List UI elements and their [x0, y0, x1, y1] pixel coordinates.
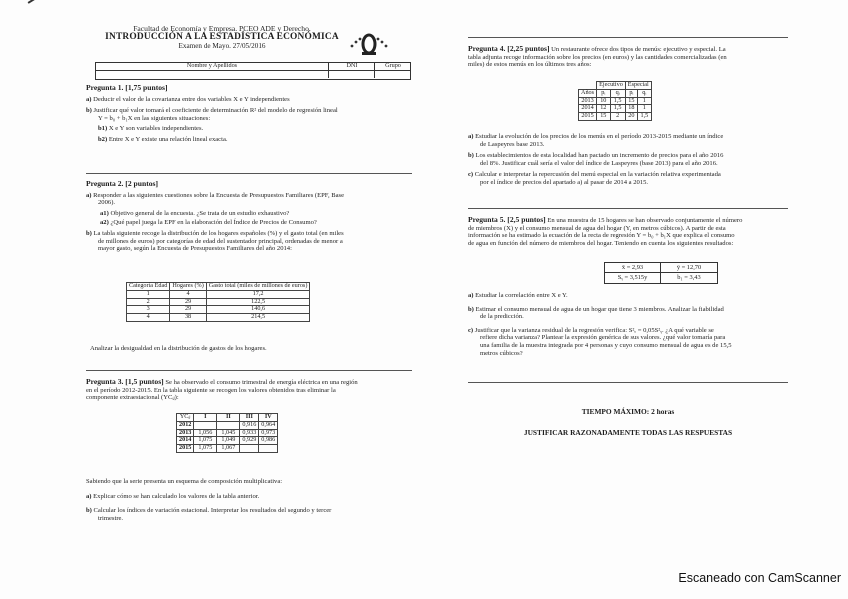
question-3: Pregunta 3. [1,5 puntos] Se ha observado el consumo trimestral de energía eléctrica en una región en el período 2012-2015. En la tabla siguiente se recogen los valores obtenidos tras eliminar la componente extraestacional (YCᵢⱼ): [86, 377, 358, 402]
camscanner-watermark: Escaneado con CamScanner [678, 571, 841, 585]
student-id-box [95, 62, 411, 80]
q4-part-a: Estudiar la evolución de los precios de los menús en el período 2013-2015 mediante un índice [475, 133, 724, 140]
pen-mark [28, 0, 42, 3]
table-row: 2013 1,056 1,045 0,933 0,973 [177, 429, 278, 437]
faculty-line: Facultad de Economía y Empresa. PCEO ADE y Derecho. [133, 24, 311, 33]
question-1: Pregunta 1. [1,75 puntos] a) Deducir el valor de la covarianza entre dos variables X e Y independientes b) Justificar qué valor tomará el coeficiente de determinación R² del modelo de regresión lineal Y = b₀ + b₁X en las siguientes situaciones: b1) X e Y son variables independientes. b2) Entre X e Y existe una relación lineal exacta. [86, 84, 412, 144]
q2-part-a1: Objetivo general de la encuesta. ¿Se trata de un estudio exhaustivo? [110, 209, 290, 217]
q3-part-b: Calcular los índices de variación estacional. Interpretar los resultados del segundo y tercer [93, 507, 332, 515]
divider [468, 37, 788, 38]
table-header-row [127, 283, 310, 291]
table-header-cell: Hogares (%) [170, 283, 206, 291]
question-2-title: Pregunta 2. [2 puntos] [86, 179, 159, 188]
q3-scheme: Sabiendo que la serie presenta un esquema de composición multiplicativa: [86, 478, 283, 485]
table-header-row: YCᵢⱼ I II III IV [177, 414, 278, 422]
sy-value: Sᵧ = 3,515y [617, 274, 648, 281]
group-label: Grupo [374, 62, 411, 78]
dni-label: DNI [328, 62, 375, 78]
justify-instruction: JUSTIFICAR RAZONADAMENTE TODAS LAS RESPUESTAS [523, 428, 733, 437]
question-3-title: Pregunta 3. [1,5 puntos] [86, 377, 164, 386]
divider [86, 370, 412, 371]
q1-part-b1: X e Y son variables independientes. [108, 125, 204, 133]
question-1-title: Pregunta 1. [1,75 puntos] [86, 83, 168, 92]
question-5-parts: a) Estudiar la correlación entre X e Y. b) Estimar el consumo mensual de agua de un hogar que tiene 3 miembros. Analizar la fiabilidad de la predicción. c) Justificar que la varianza residual de la regresión verifica: S²ₑ = 0,05S²ᵧ. ¿A qué variable se refiere dicha varianza? Plantear la expresión genérica de sus valores. ¿qué valor tomaría para una familia de la muestra integrada por 4 personas y cuyo consumo mensual de agua es de 15,5 metros cúbicos? [468, 292, 732, 357]
q3-part-a: Explicar cómo se han calculado los valores de la tabla anterior. [93, 492, 260, 500]
q4-part-c: Calcular e interpretar la repercusión del menú especial en la variación relativa experimentada [474, 171, 721, 179]
table-row: 4 38 214,5 [127, 314, 310, 322]
table-row: 2 29 122,5 [127, 298, 310, 306]
question-4: Pregunta 4. [2,25 puntos] Un restaurante ofrece dos tipos de menús: ejecutivo y especial. La tabla adjunta recoge información sobre los precios (en euros) y las cantidades comercializadas (en miles) de estos menús en los últimos tres años: [468, 44, 727, 69]
q5-part-c: Justificar que la varianza residual de la regresión verifica: S²ₑ = 0,05S²ᵧ. ¿A qué variable se [474, 326, 714, 334]
q1-part-a: Deducir el valor de la covarianza entre dos variables X e Y independientes [93, 95, 290, 103]
q5-part-b: Estimar el consumo mensual de agua de un hogar que tiene 3 miembros. Analizar la fiabilidad [475, 305, 724, 313]
x-mean: x̄ = 2,93 [621, 264, 644, 271]
table-row: 2014 12 1,5 18 1 [579, 105, 652, 113]
b1-value: b₁ = 3,43 [677, 274, 701, 281]
divider [468, 382, 788, 383]
q2-part-a2: ¿Qué papel juega la EPF en la elaboración del Índice de Precios de Consumo? [110, 219, 317, 227]
q2-part-a: Responder a las siguientes cuestiones sobre la Encuesta de Presupuestos Familiares (EPF, Base [93, 191, 345, 199]
table-row: 1 4 17,2 [127, 290, 310, 298]
table-row: 2015 1,075 1,067 [177, 445, 278, 453]
q5-part-a: Estudiar la correlación entre X e Y. [475, 292, 568, 299]
table-row: 2013 10 1,5 15 1 [579, 97, 652, 105]
university-logo-icon [346, 30, 392, 56]
menu-prices-table [578, 81, 652, 121]
q2-closing: Analizar la desigualdad en la distribución de gastos de los hogares. [90, 345, 267, 352]
table-row: 2012 0,916 0,964 [177, 421, 278, 429]
household-expenditure-table [126, 282, 310, 322]
table-header-cell: Categoría Edad [127, 283, 170, 291]
table-row: 2015 15 2 20 1,5 [579, 113, 652, 121]
q4-part-b: Los establecimientos de esta localidad han pactado un incremento de precios para el año 2016 [475, 152, 724, 160]
question-5-title: Pregunta 5. [2,5 puntos] [468, 215, 546, 224]
q1-part-b2: Entre X e Y existe una relación lineal exacta. [108, 135, 228, 143]
divider [86, 173, 412, 174]
table-header-cell: Gasto total (miles de millones de euros) [206, 283, 310, 291]
y-mean: ȳ = 12,70 [676, 264, 702, 271]
question-4-title: Pregunta 4. [2,25 puntos] [468, 44, 550, 53]
question-2: Pregunta 2. [2 puntos] a) Responder a las siguientes cuestiones sobre la Encuesta de Presupuestos Familiares (EPF, Base 2006). a1) Objetivo general de la encuesta. ¿Se trata de un estudio exhaustivo? a2) ¿Qué papel juega la EPF en la elaboración del Índice de Precios de Consumo? b) La tabla siguiente recoge la distribución de los hogares españoles (%) y el gasto total (en miles de millones de euros) por categorías de edad del sustentador principal, ordenadas de menor a mayor gasto, según la Encuesta de Presupuestos Familiares del año 2014: [86, 180, 412, 253]
q1-part-b: Justificar qué valor tomará el coeficiente de determinación R² del modelo de regresión lineal [93, 107, 338, 115]
max-time: TIEMPO MÁXIMO: 2 horas [581, 407, 675, 416]
table-row: 2014 1,075 1,049 0,929 0,986 [177, 437, 278, 445]
course-title: INTRODUCCIÓN A LA ESTADÍSTICA ECONÓMICA [105, 32, 339, 42]
name-label: Nombre y Apellidos [186, 62, 238, 69]
seasonal-table [176, 413, 278, 453]
question-5: Pregunta 5. [2,5 puntos] En una muestra de 15 hogares se han observado conjuntamente el número de miembros (X) y el consumo mensual de agua del hogar (Y, en metros cúbicos). A partir de esta información se ha estimado la ecuación de la recta de regresión Y = b₀ + b₁X que explica el consumo de agua en función del número de miembros del hogar. Teniendo en cuenta los siguientes resultados: [468, 215, 743, 247]
table-row: 3 29 140,6 [127, 306, 310, 314]
exam-date: Examen de Mayo. 27/05/2016 [178, 42, 266, 50]
exam-header [78, 0, 412, 80]
question-3-parts: Sabiendo que la serie presenta un esquema de composición multiplicativa: a) Explicar cómo se han calculado los valores de la tabla anterior. b) Calcular los índices de variación estacional. Interpretar los resultados del segundo y tercer trimestre. [86, 478, 412, 522]
question-4-parts: a) Estudiar la evolución de los precios de los menús en el período 2013-2015 mediante un índice de Laspeyres base 2013. b) Los establecimientos de esta localidad han pactado un incremento de precios para el año 2016 del 8%. Justificar cuál sería el valor del índice de Laspeyres (base 2013) para el año 2016. c) Calcular e interpretar la repercusión del menú especial en la variación relativa experimentada por el índice de precios del apartado a) al pasar de 2014 a 2015. [468, 133, 724, 186]
regression-results-box [604, 262, 718, 284]
table-group-header-row: Ejecutivo Especial [579, 82, 652, 90]
q2-part-b: La tabla siguiente recoge la distribución de los hogares españoles (%) y el gasto total (en miles [93, 229, 344, 237]
table-header-row: Años pᵢ qᵢ pᵢ qᵢ [579, 89, 652, 97]
divider [468, 208, 788, 209]
